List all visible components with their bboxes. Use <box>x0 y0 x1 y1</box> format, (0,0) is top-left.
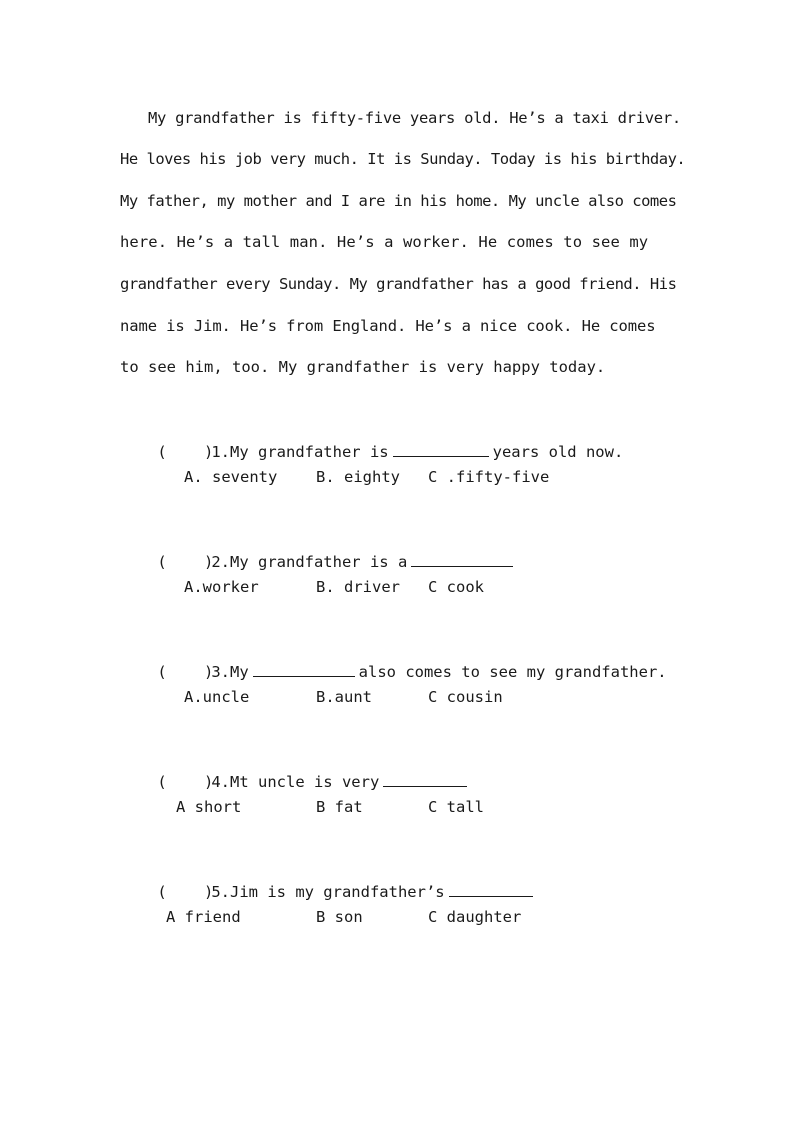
passage-line: grandfather every Sunday. My grandfather has a good friend. His <box>120 275 677 293</box>
passage-line: He loves his job very much. It is Sunday. Today is his birthday. <box>120 150 686 168</box>
question-text: 4.Mt uncle is very <box>211 773 380 791</box>
option-b[interactable]: B son <box>316 908 363 926</box>
passage-line: here. He’s a tall man. He’s a worker. He comes to see my <box>120 233 649 251</box>
question-1 <box>120 407 624 461</box>
option-b[interactable]: B.aunt <box>316 688 372 706</box>
question-text-after: also comes to see my grandfather. <box>358 663 667 681</box>
option-b[interactable]: B. eighty <box>316 468 400 486</box>
answer-paren[interactable]: ( ) <box>157 553 214 571</box>
answer-paren[interactable]: ( ) <box>157 663 214 681</box>
passage-line: My grandfather is fifty-five years old. He’s a taxi driver. <box>148 109 681 127</box>
option-b[interactable]: B. driver <box>316 578 400 596</box>
option-c[interactable]: C cousin <box>428 688 503 706</box>
answer-blank <box>383 770 467 787</box>
answer-paren[interactable]: ( ) <box>157 883 214 901</box>
option-c[interactable]: C daughter <box>428 908 522 926</box>
answer-blank <box>253 660 355 677</box>
passage-line: My father, my mother and I are in his home. My uncle also comes <box>120 192 677 210</box>
question-text: 5.Jim is my grandfather’s <box>211 883 445 901</box>
question-text: 1.My grandfather is <box>211 443 389 461</box>
option-c[interactable]: C cook <box>428 578 484 596</box>
answer-blank <box>411 550 513 567</box>
option-a[interactable]: A. seventy <box>184 468 278 486</box>
question-text: 3.My <box>211 663 249 681</box>
option-a[interactable]: A.uncle <box>184 688 250 706</box>
option-a[interactable]: A friend <box>166 908 241 926</box>
answer-paren[interactable]: ( ) <box>157 773 214 791</box>
answer-paren[interactable]: ( ) <box>157 443 214 461</box>
passage-line: to see him, too. My grandfather is very happy today. <box>120 358 606 376</box>
option-b[interactable]: B fat <box>316 798 363 816</box>
option-c[interactable]: C tall <box>428 798 484 816</box>
question-4 <box>120 737 471 791</box>
option-c[interactable]: C .fifty-five <box>428 468 550 486</box>
question-5 <box>120 847 537 901</box>
question-2 <box>120 517 517 571</box>
question-text: 2.My grandfather is a <box>211 553 408 571</box>
answer-blank <box>449 880 533 897</box>
question-text-after: years old now. <box>492 443 624 461</box>
passage-line: name is Jim. He’s from England. He’s a nice cook. He comes <box>120 317 656 335</box>
question-3 <box>120 627 667 681</box>
answer-blank <box>393 440 489 457</box>
option-a[interactable]: A short <box>176 798 242 816</box>
option-a[interactable]: A.worker <box>184 578 259 596</box>
